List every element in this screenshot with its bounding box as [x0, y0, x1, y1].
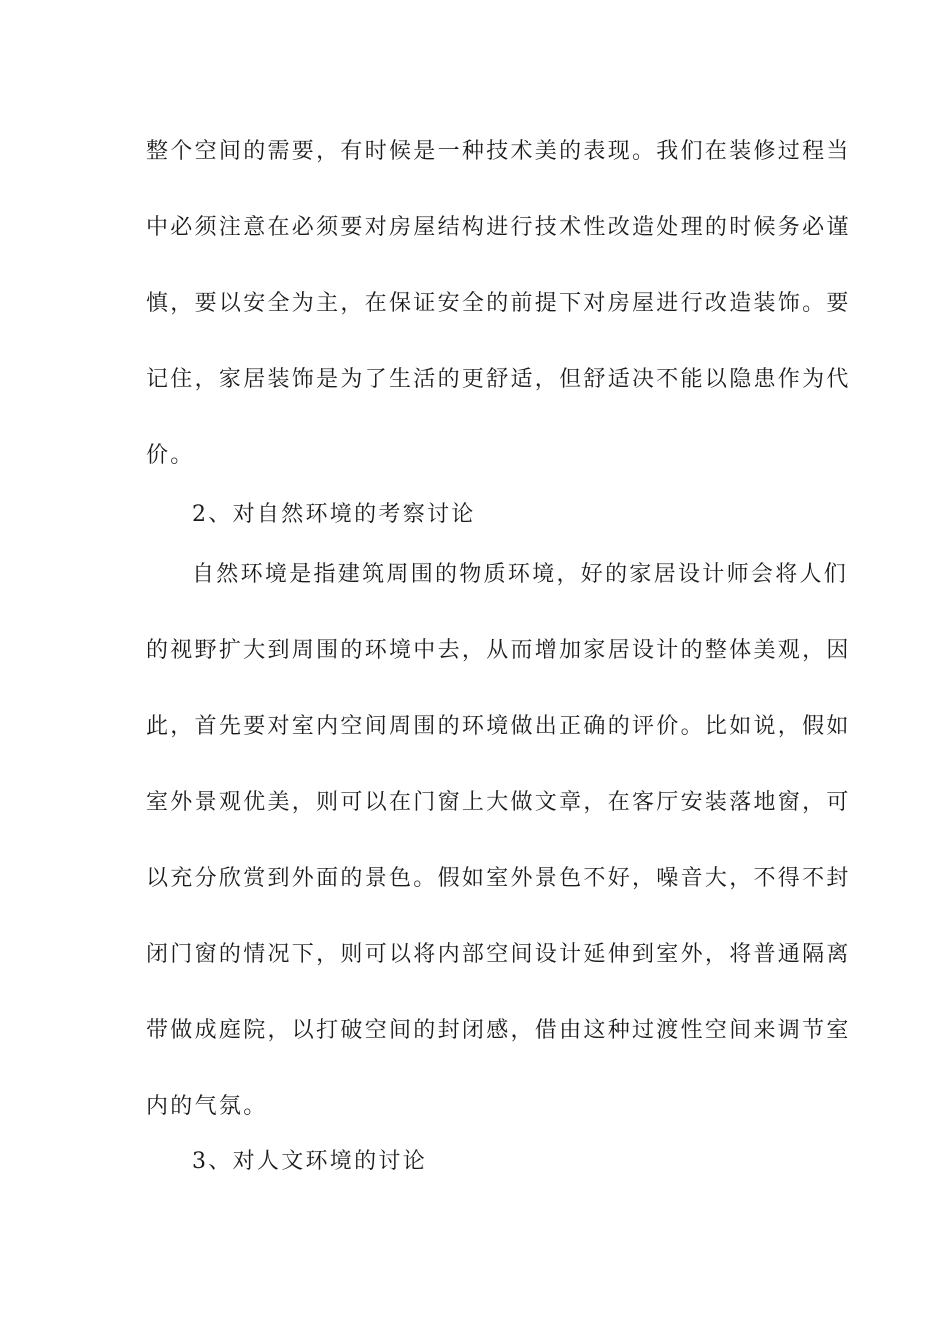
paragraph-line: 闭门窗的情况下，则可以将内部空间设计延伸到室外，将普通隔离 — [146, 942, 851, 967]
section-heading: 3、对人文环境的讨论 — [192, 1149, 427, 1174]
paragraph-line: 自然环境是指建筑周围的物质环境，好的家居设计师会将人们 — [192, 562, 849, 587]
paragraph-line: 内的气氛。 — [146, 1094, 268, 1119]
paragraph-line: 整个空间的需要，有时候是一种技术美的表现。我们在装修过程当 — [146, 139, 851, 164]
paragraph-line: 记住，家居装饰是为了生活的更舒适，但舒适决不能以隐患作为代 — [146, 367, 851, 392]
section-heading: 2、对自然环境的考察讨论 — [192, 502, 476, 527]
paragraph-line: 的视野扩大到周围的环境中去，从而增加家居设计的整体美观，因 — [146, 638, 851, 663]
paragraph-line: 中必须注意在必须要对房屋结构进行技术性改造处理的时候务必谨 — [146, 215, 851, 240]
paragraph-line: 价。 — [146, 443, 195, 468]
paragraph-line: 以充分欣赏到外面的景色。假如室外景色不好，噪音大，不得不封 — [146, 866, 851, 891]
paragraph-line: 此，首先要对室内空间周围的环境做出正确的评价。比如说，假如 — [146, 714, 851, 739]
paragraph-line: 带做成庭院，以打破空间的封闭感，借由这种过渡性空间来调节室 — [146, 1018, 851, 1043]
paragraph-line: 室外景观优美，则可以在门窗上大做文章，在客厅安装落地窗，可 — [146, 790, 851, 815]
paragraph-line: 慎，要以安全为主，在保证安全的前提下对房屋进行改造装饰。要 — [146, 291, 851, 316]
